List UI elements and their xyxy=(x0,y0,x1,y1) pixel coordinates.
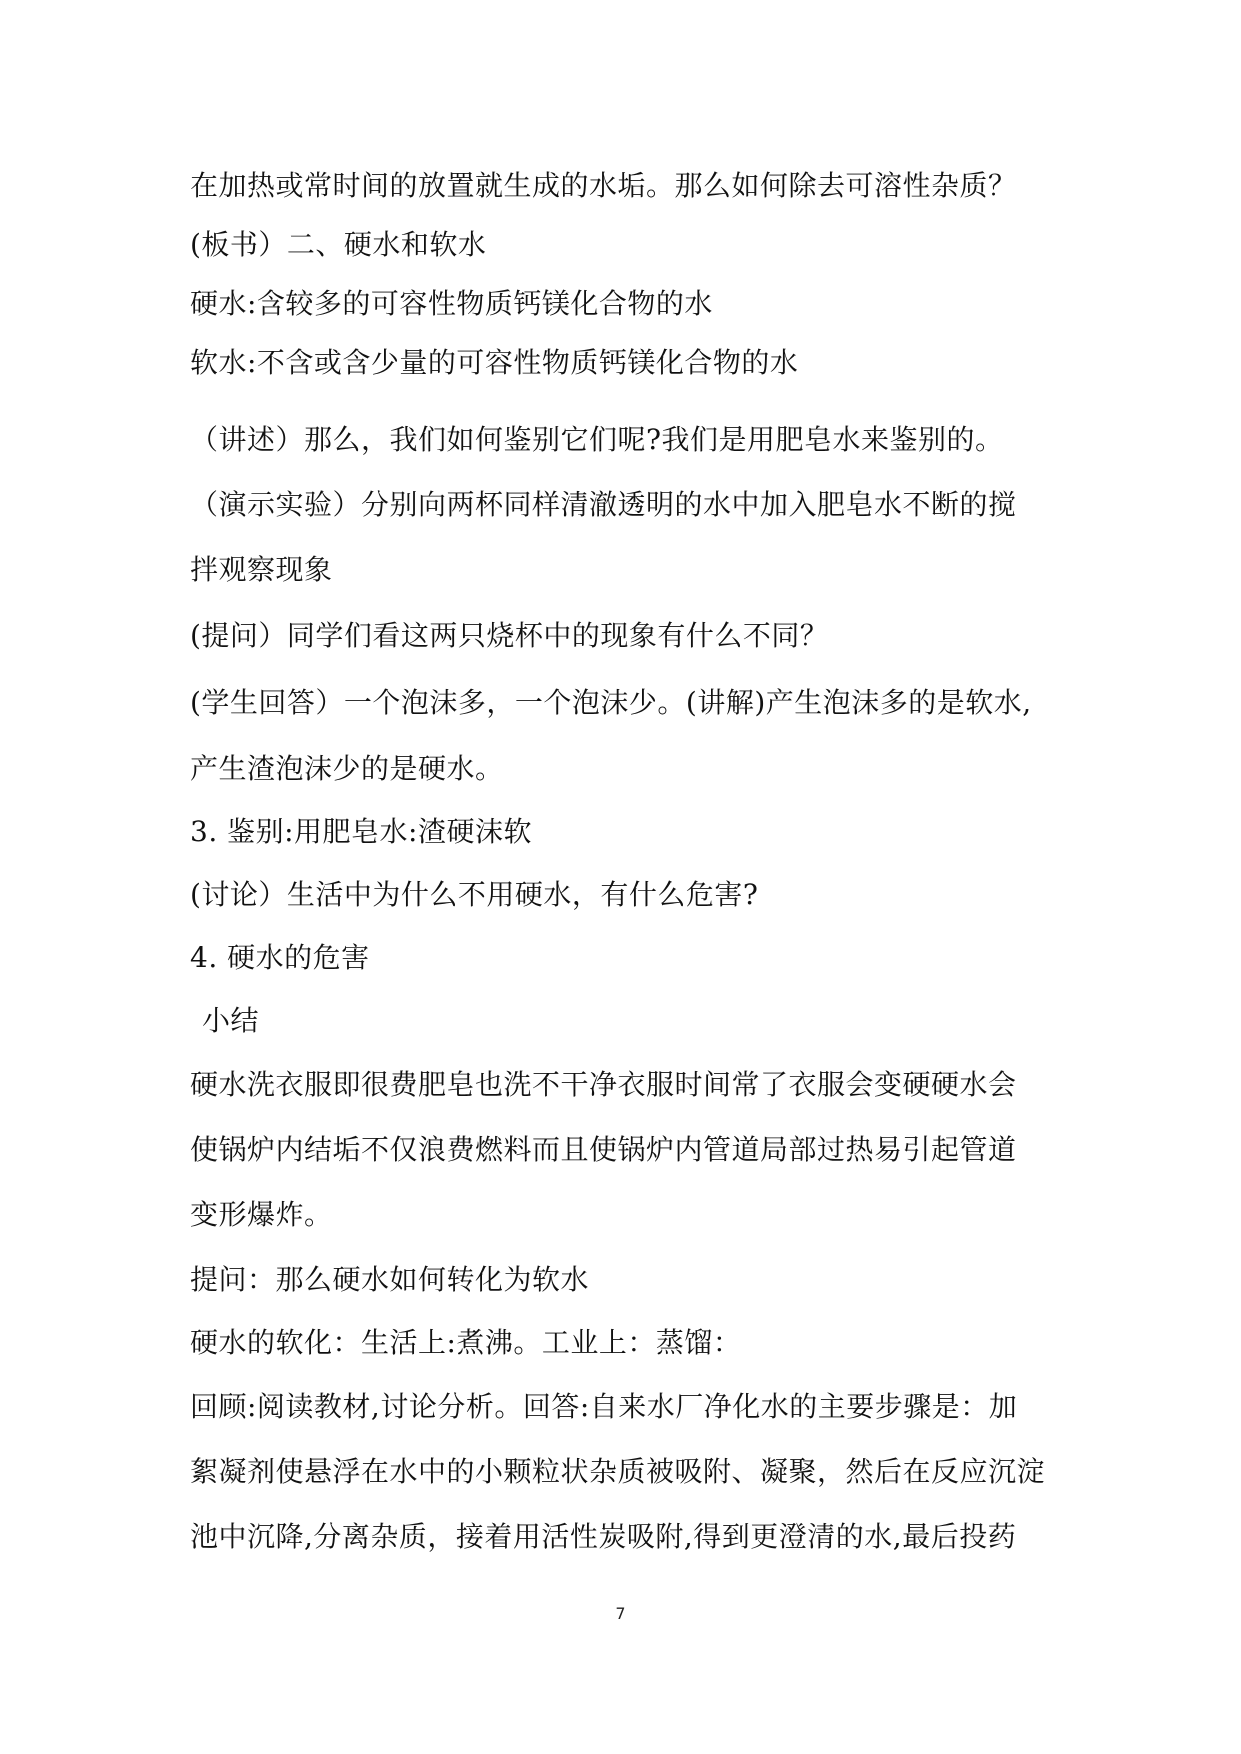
text-line: 拌观察现象 xyxy=(190,553,333,586)
text-line: 产生渣泡沫少的是硬水。 xyxy=(190,752,504,785)
text-line: (讨论）生活中为什么不用硬水，有什么危害? xyxy=(190,878,759,911)
text-line: (学生回答）一个泡沫多，一个泡沫少。(讲解)产生泡沫多的是软水, xyxy=(190,686,1032,719)
text-line: (提问）同学们看这两只烧杯中的现象有什么不同？ xyxy=(190,619,829,652)
page-number: 7 xyxy=(615,1604,626,1623)
text-line: 变形爆炸。 xyxy=(190,1198,333,1231)
text-line: (板书）二、硬水和软水 xyxy=(190,228,487,261)
text-line: 提问：那么硬水如何转化为软水 xyxy=(190,1263,590,1296)
section-heading: 小结 xyxy=(202,1004,260,1037)
text-line: 池中沉降,分离杂质，接着用活性炭吸附,得到更澄清的水,最后投药 xyxy=(190,1520,1017,1553)
text-line: 絮凝剂使悬浮在水中的小颗粒状杂质被吸附、凝聚，然后在反应沉淀 xyxy=(190,1455,1046,1488)
text-line: 回顾:阅读教材,讨论分析。回答:自来水厂净化水的主要步骤是：加 xyxy=(190,1390,1018,1423)
text-line: 硬水洗衣服即很费肥皂也洗不干净衣服时间常了衣服会变硬硬水会 xyxy=(190,1068,1017,1101)
text-line: 在加热或常时间的放置就生成的水垢。那么如何除去可溶性杂质？ xyxy=(190,169,1017,202)
text-line: 硬水:含较多的可容性物质钙镁化合物的水 xyxy=(190,287,713,320)
text-line: 4. 硬水的危害 xyxy=(190,941,370,974)
text-line: 3. 鉴别:用肥皂水:渣硬沫软 xyxy=(190,815,532,848)
text-line: （讲述）那么，我们如何鉴别它们呢?我们是用肥皂水来鉴别的。 xyxy=(190,423,1004,456)
text-line: 软水:不含或含少量的可容性物质钙镁化合物的水 xyxy=(190,346,799,379)
text-line: 使锅炉内结垢不仅浪费燃料而且使锅炉内管道局部过热易引起管道 xyxy=(190,1133,1017,1166)
text-line: 硬水的软化：生活上:煮沸。工业上：蒸馏： xyxy=(190,1326,742,1359)
text-line: （演示实验）分别向两杯同样清澈透明的水中加入肥皂水不断的搅 xyxy=(190,488,1017,521)
